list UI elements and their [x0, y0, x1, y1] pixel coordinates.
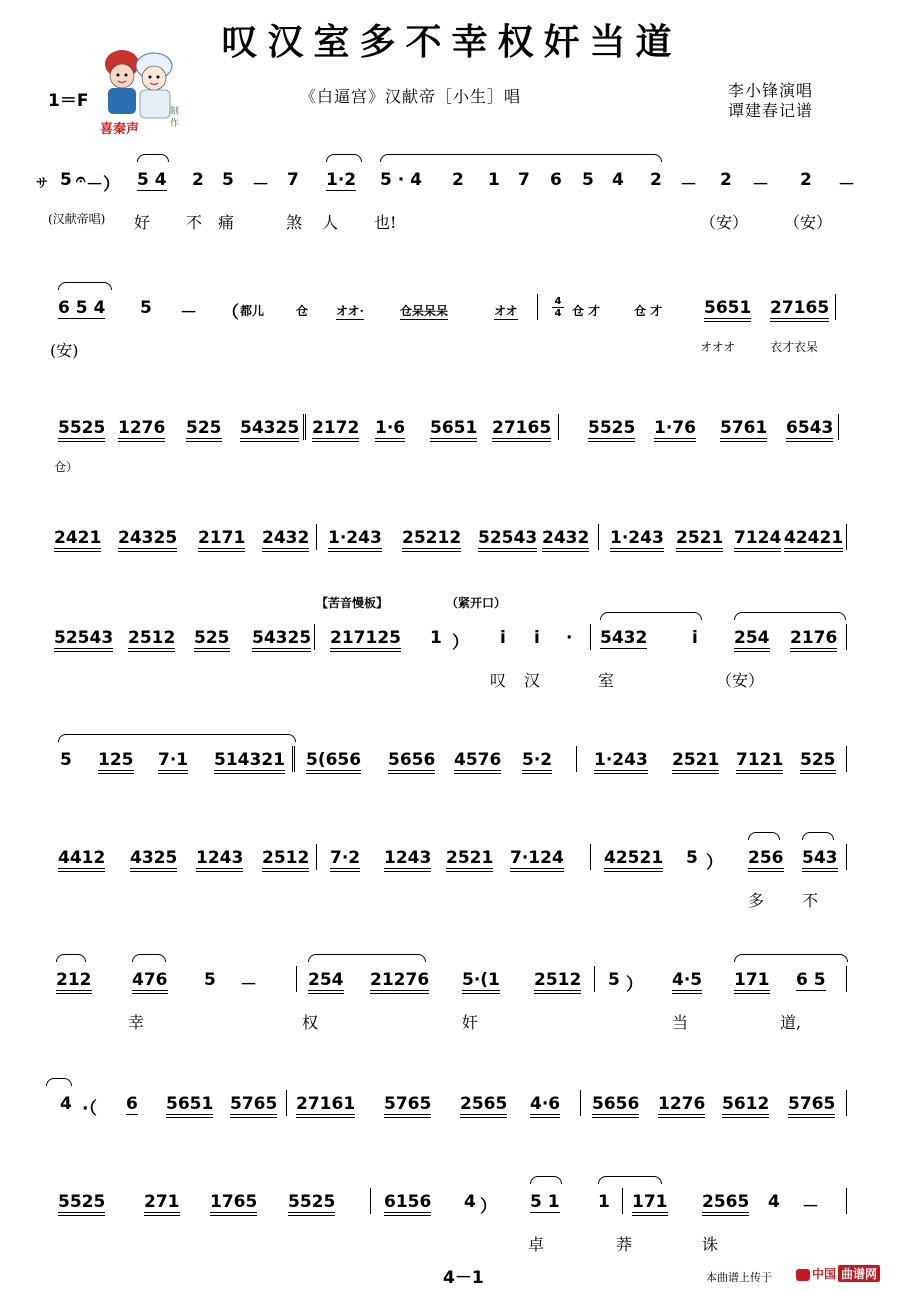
note-group: 42421 [784, 528, 843, 552]
lyric-text: (安) [50, 341, 79, 360]
slur-mark [308, 954, 426, 962]
bar-line [590, 624, 591, 650]
score-title: 叹汉室多不幸权奸当道 [221, 21, 682, 63]
note-group: 525 [194, 628, 230, 652]
note-group: 7 [518, 170, 530, 190]
note-group: 7·124 [510, 848, 564, 872]
slur-mark [56, 954, 86, 962]
note-group: 5 [140, 298, 152, 318]
note-group: 2521 [676, 528, 723, 552]
note-group: 5612 [722, 1094, 769, 1118]
note-group: 1 [430, 628, 442, 648]
lyric-text: (汉献帝唱) [48, 212, 106, 226]
bar-line [580, 1090, 581, 1116]
lyric-text: 幸 [128, 1013, 145, 1032]
bar-line [314, 624, 315, 650]
bar-line [838, 414, 839, 440]
note-group: 4412 [58, 848, 105, 872]
lyric-text: 多 [748, 891, 765, 910]
note-group: ） [480, 1197, 497, 1217]
note-group: 4 [612, 170, 624, 190]
note-group: 都儿 [240, 304, 265, 318]
lyric-text: 仓） [54, 460, 79, 474]
note-group: 2421 [54, 528, 101, 552]
lyric-text: 当 [672, 1013, 689, 1032]
note-group: 5 · 4 [380, 170, 422, 190]
note-group: 1243 [384, 848, 431, 872]
note-group: 7·1 [158, 750, 188, 774]
note-group: 4576 [454, 750, 501, 774]
note-group: 7121 [736, 750, 783, 774]
bar-line [594, 966, 595, 992]
note-group: － [180, 303, 197, 323]
note-group: － [838, 175, 855, 195]
note-group: 2565 [702, 1192, 749, 1216]
note-group: 5 [60, 170, 72, 190]
note-group: 1243 [196, 848, 243, 872]
note-group: 2512 [262, 848, 309, 872]
note-group: 5 [204, 970, 216, 990]
note-group: 5 [608, 970, 620, 990]
note-group: 5525 [288, 1192, 335, 1216]
slur-mark [748, 832, 780, 840]
note-group: － [240, 975, 257, 995]
slur-mark [132, 954, 166, 962]
lyric-text: （安） [700, 213, 749, 232]
site-logo [796, 1265, 880, 1282]
lyric-text: オオオ [700, 340, 736, 354]
note-group: 5·2 [522, 750, 552, 774]
note-group: 1 [598, 1192, 610, 1212]
slur-mark [46, 1078, 72, 1086]
note-group: 1 [488, 170, 500, 190]
note-group: 5525 [58, 1192, 105, 1216]
note-group: 1·243 [610, 528, 664, 552]
note-group: 6543 [786, 418, 833, 442]
bar-line [316, 844, 317, 870]
transcriber-credit: 谭建春记谱 [728, 101, 814, 120]
note-group: 1·6 [375, 418, 405, 442]
note-group: 6 5 4 [58, 298, 106, 318]
lyric-text: 诛 [702, 1235, 719, 1254]
note-group: 4 [768, 1192, 780, 1212]
note-group: 54325 [240, 418, 299, 442]
bar-line [846, 1090, 847, 1116]
note-group: 171 [734, 970, 770, 994]
time-signature-bottom: 4 [554, 308, 562, 319]
note-group: 5765 [384, 1094, 431, 1118]
slur-mark [380, 154, 662, 162]
note-group: 1·243 [328, 528, 382, 552]
note-group: オオ [494, 304, 518, 318]
slur-mark [326, 154, 362, 162]
note-group: 5656 [592, 1094, 639, 1118]
note-group: 7 [287, 170, 299, 190]
note-group: 4·5 [672, 970, 702, 994]
note-group: 5525 [588, 418, 635, 442]
bar-line [835, 294, 836, 320]
note-group: 2432 [262, 528, 309, 552]
bar-line [846, 1188, 847, 1214]
note-group: ） [706, 853, 723, 873]
note-group: i [500, 628, 506, 648]
note-group: i [534, 628, 540, 648]
note-group: 5651 [704, 298, 751, 322]
note-group: 52543 [478, 528, 537, 552]
slur-mark [598, 1176, 662, 1184]
lyric-text: 道, [780, 1013, 802, 1032]
lyric-text: 奸 [462, 1013, 479, 1032]
note-group: 4·6 [530, 1094, 560, 1118]
note-group: 2432 [542, 528, 589, 552]
note-group: 5 [60, 750, 72, 770]
bar-line [286, 1090, 287, 1116]
slur-mark [137, 154, 169, 162]
key-signature: 1＝F [48, 91, 89, 111]
note-group: － [680, 175, 697, 195]
note-group: 4 [464, 1192, 476, 1212]
bar-line [576, 746, 577, 772]
note-group: 5432 [600, 628, 648, 648]
note-group: 5651 [430, 418, 477, 442]
note-group: ） [452, 633, 469, 653]
note-group: 4 [60, 1094, 72, 1114]
note-group: 256 [748, 848, 784, 872]
note-group: 仓 才 [572, 304, 601, 318]
slur-mark [802, 832, 834, 840]
note-group: 6 [126, 1094, 138, 1114]
note-group: 476 [132, 970, 168, 994]
bar-line [370, 1188, 371, 1214]
bar-line [303, 414, 309, 440]
note-group: · [566, 628, 573, 648]
lyric-text: 痛 [218, 213, 235, 232]
lyric-text: （安） [716, 671, 765, 690]
page-number: 4－1 [443, 1268, 484, 1288]
note-group: － [802, 1197, 819, 1217]
slur-mark [600, 612, 702, 620]
bar-line [292, 746, 298, 772]
note-group: 5 [582, 170, 594, 190]
note-group: 42521 [604, 848, 663, 872]
time-signature-top: 4 [552, 296, 564, 308]
note-group: 5651 [166, 1094, 213, 1118]
slur-mark [58, 734, 296, 742]
note-group: 7·2 [330, 848, 360, 872]
note-group: 543 [802, 848, 838, 872]
note-group: 1276 [118, 418, 165, 442]
upload-note: 本曲谱上传于 [706, 1271, 772, 1284]
note-group: サ [36, 176, 49, 190]
note-group: i [692, 628, 698, 648]
lyric-text: 煞 [286, 213, 303, 232]
lyric-text: 衣才衣呆 [770, 340, 819, 354]
note-group: 24325 [118, 528, 177, 552]
bar-line [846, 524, 847, 550]
note-group: 21276 [370, 970, 429, 994]
note-group: －） [86, 175, 120, 195]
logo-side-text: 制作 [170, 107, 180, 129]
note-group: 2 [192, 170, 204, 190]
lyric-text: 人 [322, 213, 339, 232]
note-group: 27165 [770, 298, 829, 322]
note-group: 2512 [534, 970, 581, 994]
slur-mark [734, 954, 848, 962]
slur-mark [734, 612, 846, 620]
note-group: ·（ [82, 1099, 97, 1119]
note-group: 2521 [446, 848, 493, 872]
note-group: 5 4 [137, 170, 167, 190]
site-name-highlight: 曲谱网 [838, 1265, 880, 1282]
bar-line [846, 746, 847, 772]
bar-line [316, 524, 317, 550]
note-group: 254 [308, 970, 344, 994]
lyric-text: （安） [784, 213, 833, 232]
logo-caption: 喜秦声 [100, 122, 140, 137]
note-group: 仓 才 [634, 304, 663, 318]
score-subtitle: 《白逼宫》汉献帝［小生］唱 [300, 87, 522, 106]
site-name-prefix: 中国 [812, 1267, 837, 1281]
note-group: 254 [734, 628, 770, 652]
note-group: 171 [632, 1192, 668, 1216]
note-group: 5765 [230, 1094, 277, 1118]
lyric-text: 室 [598, 671, 615, 690]
lyric-text: 也! [374, 213, 397, 232]
site-logo-icon [796, 1269, 810, 1281]
note-group: － [252, 175, 269, 195]
lyric-text: 权 [302, 1013, 319, 1032]
note-group: 6 5 [796, 970, 826, 990]
bar-line [846, 966, 847, 992]
note-group: 5525 [58, 418, 105, 442]
bar-line [296, 966, 297, 992]
lyric-text: 好 [134, 213, 151, 232]
note-group: 1·243 [594, 750, 648, 774]
note-group: 25212 [402, 528, 461, 552]
note-group: 125 [98, 750, 134, 774]
note-group: 27165 [492, 418, 551, 442]
note-group: 5 [686, 848, 698, 868]
note-group: 525 [186, 418, 222, 442]
note-group: 5·(1 [462, 970, 500, 994]
bar-line [590, 844, 591, 870]
lyric-text: 不 [802, 891, 819, 910]
note-group: 5656 [388, 750, 435, 774]
lyric-text: 莽 [616, 1235, 633, 1254]
note-group: 𝄐 [76, 170, 86, 190]
note-group: 217125 [330, 628, 401, 652]
bar-line [846, 844, 847, 870]
note-group: オオ· [336, 304, 364, 318]
bar-line [598, 524, 599, 550]
note-group: － [752, 175, 769, 195]
note-group: 仓 [296, 304, 309, 318]
note-group: 212 [56, 970, 92, 994]
note-group: 2565 [460, 1094, 507, 1118]
note-group: 6156 [384, 1192, 431, 1216]
bar-line [558, 414, 559, 440]
lyric-text: 卓 [528, 1235, 545, 1254]
note-group: 6 [550, 170, 562, 190]
note-group: 5(656 [306, 750, 361, 774]
bar-line [622, 1188, 623, 1214]
note-group: 4325 [130, 848, 177, 872]
lyric-text: 不 [186, 213, 203, 232]
note-group: 5 [222, 170, 234, 190]
note-group: 27161 [296, 1094, 355, 1118]
note-group: 1276 [658, 1094, 705, 1118]
note-group: 2 [650, 170, 662, 190]
lyric-text: 叹 [490, 671, 507, 690]
note-group: 7124 [734, 528, 781, 552]
note-group: 2521 [672, 750, 719, 774]
note-group: 仓呆呆呆 [400, 304, 449, 318]
bar-line [846, 624, 847, 650]
section-label: 【苦音慢板】 [316, 596, 389, 610]
note-group: 54325 [252, 628, 311, 652]
slur-mark [530, 1176, 562, 1184]
note-group: ） [626, 975, 643, 995]
note-group: 2 [452, 170, 464, 190]
note-group: 5765 [788, 1094, 835, 1118]
note-group: 52543 [54, 628, 113, 652]
note-group: 514321 [214, 750, 285, 774]
note-group: 2176 [790, 628, 837, 652]
note-group: 2171 [198, 528, 245, 552]
note-group: 2512 [128, 628, 175, 652]
note-group: 2 [800, 170, 812, 190]
note-group: 2 [720, 170, 732, 190]
lyric-text: 汉 [524, 671, 541, 690]
section-label: （紧开口） [446, 596, 507, 610]
note-group: 5761 [720, 418, 767, 442]
note-group: 525 [800, 750, 836, 774]
note-group: 271 [144, 1192, 180, 1216]
note-group: 5 1 [530, 1192, 560, 1212]
note-group: 1·76 [654, 418, 696, 442]
slur-mark [58, 282, 112, 290]
bar-line [537, 294, 538, 320]
note-group: 1·2 [326, 170, 357, 190]
note-group: 1765 [210, 1192, 257, 1216]
performer-credit: 李小锋演唱 [728, 81, 814, 100]
note-group: 2172 [312, 418, 359, 442]
time-signature [552, 296, 564, 319]
note-group: （ [222, 303, 239, 323]
